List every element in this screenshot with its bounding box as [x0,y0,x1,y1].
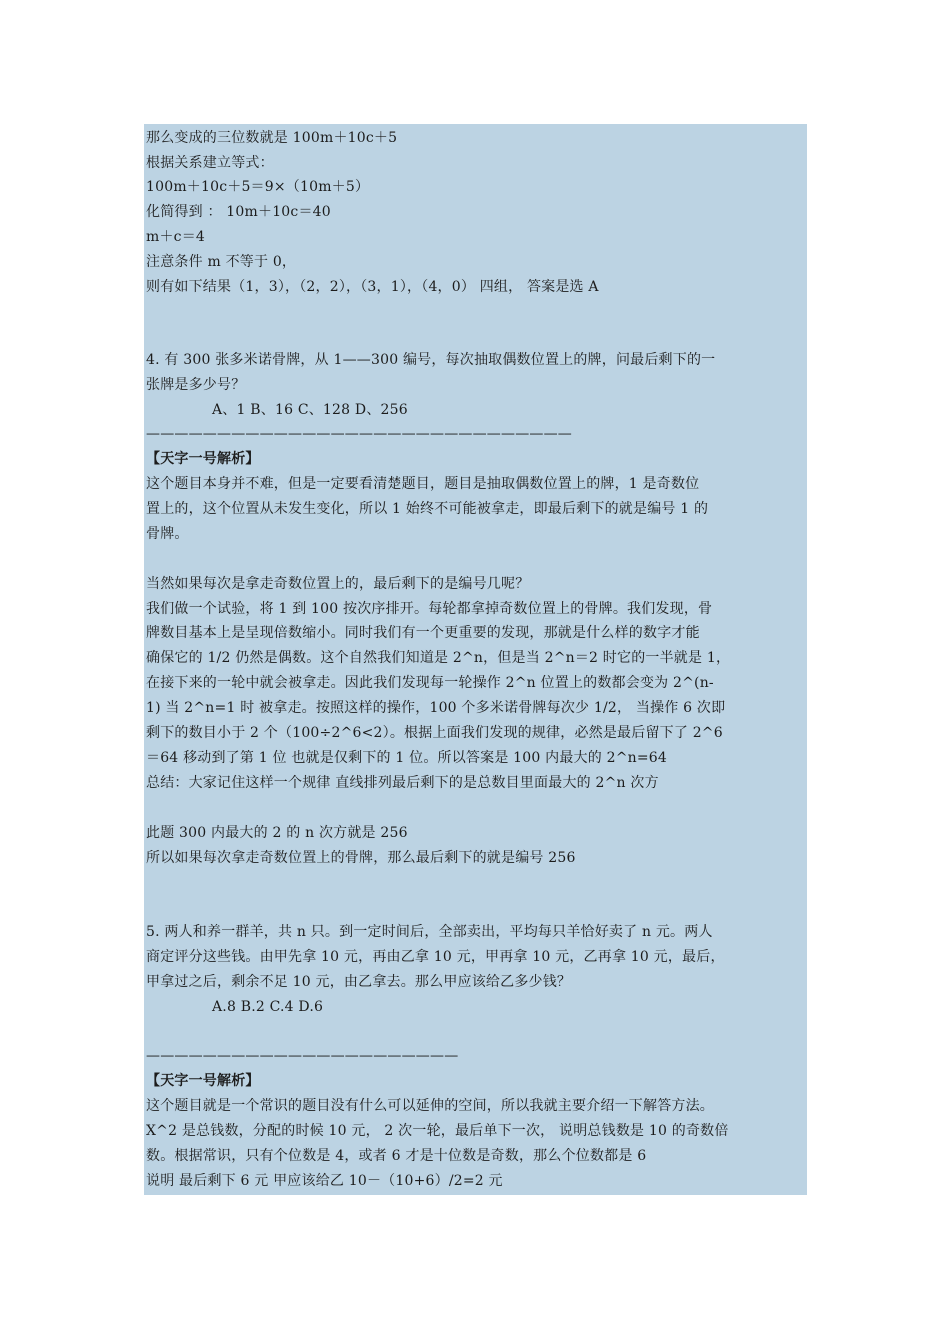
text-line: 在接下来的一轮中就会被拿走。因此我们发现每一轮操作 2^n 位置上的数都会变为 2^(n- [146,675,714,691]
text-line: 注意条件 m 不等于 0， [146,254,297,270]
text-line: m＋c＝4 [146,229,206,245]
text-line: 那么变成的三位数就是 100m＋10c＋5 [146,130,398,146]
question-5-line: 商定评分这些钱。由甲先拿 10 元，再由乙拿 10 元，甲再拿 10 元，乙再拿 10 元，最后， [146,949,725,965]
text-line: ＝64 移动到了第 1 位 也就是仅剩下的 1 位。所以答案是 100 内最大的 2^n=64 [146,750,667,766]
text-line: 所以如果每次拿走奇数位置上的骨牌，那么最后剩下的就是编号 256 [146,850,576,866]
text-line: 置上的，这个位置从未发生变化，所以 1 始终不可能被拿走，即最后剩下的就是编号 1 的 [146,501,709,517]
text-line: 总结：大家记住这样一个规律 直线排列最后剩下的是总数目里面最大的 2^n 次方 [146,775,659,791]
text-line: 100m＋10c＋5＝9×（10m＋5） [146,179,370,195]
text-line: 骨牌。 [146,526,189,542]
text-line: 根据关系建立等式： [146,155,274,171]
text-line: 数。根据常识，只有个位数是 4，或者 6 才是十位数是奇数，那么个位数都是 6 [146,1148,647,1164]
question-5-line: 甲拿过之后，剩余不足 10 元，由乙拿去。那么甲应该给乙多少钱？ [146,974,572,990]
separator-line: —————————————————————— [146,1048,459,1064]
text-line: 说明 最后剩下 6 元 甲应该给乙 10－（10+6）/2=2 元 [146,1173,503,1189]
document-text-panel [144,124,807,1195]
question-4-line: 4. 有 300 张多米诺骨牌，从 1——300 编号，每次抽取偶数位置上的牌，问最后剩下的一 [146,352,716,368]
question-5-options: A.8 B.2 C.4 D.6 [212,999,324,1015]
question-4-options: A、1 B、16 C、128 D、256 [212,402,408,418]
text-line: 当然如果每次是拿走奇数位置上的，最后剩下的是编号几呢？ [146,576,530,592]
text-line: 则有如下结果（1，3），（2，2），（3，1），（4，0） 四组， 答案是选 A [146,279,599,295]
text-line: 1) 当 2^n=1 时 被拿走。按照这样的操作，100 个多米诺骨牌每次少 1/2， 当操作 6 次即 [146,700,726,716]
text-line: 这个题目就是一个常识的题目没有什么可以延伸的空间，所以我就主要介绍一下解答方法。 [146,1098,714,1114]
text-line: 此题 300 内最大的 2 的 n 次方就是 256 [146,825,408,841]
text-line: X^2 是总钱数，分配的时候 10 元， 2 次一轮，最后单下一次， 说明总钱数是 10 的奇数倍 [146,1123,729,1139]
text-line: 剩下的数目小于 2 个（100÷2^6<2）。根据上面我们发现的规律，必然是最后留下了 2^6 [146,725,723,741]
separator-line: —————————————————————————————— [146,426,572,442]
text-line: 化简得到 ： 10m＋10c＝40 [146,204,331,220]
analysis-heading: 【天字一号解析】 [146,1073,260,1089]
text-line: 确保它的 1/2 仍然是偶数。这个自然我们知道是 2^n，但是当 2^n＝2 时它的一半就是 1， [146,650,731,666]
question-4-line: 张牌是多少号？ [146,377,246,393]
text-line: 这个题目本身并不难，但是一定要看清楚题目，题目是抽取偶数位置上的牌，1 是奇数位 [146,476,700,492]
analysis-heading: 【天字一号解析】 [146,451,260,467]
text-line: 我们做一个试验，将 1 到 100 按次序排开。每轮都拿掉奇数位置上的骨牌。我们发现，骨 [146,601,713,617]
text-line: 牌数目基本上是呈现倍数缩小。同时我们有一个更重要的发现，那就是什么样的数字才能 [146,625,700,641]
question-5-line: 5. 两人和养一群羊，共 n 只。到一定时间后，全部卖出，平均每只羊恰好卖了 n 元。两人 [146,924,713,940]
